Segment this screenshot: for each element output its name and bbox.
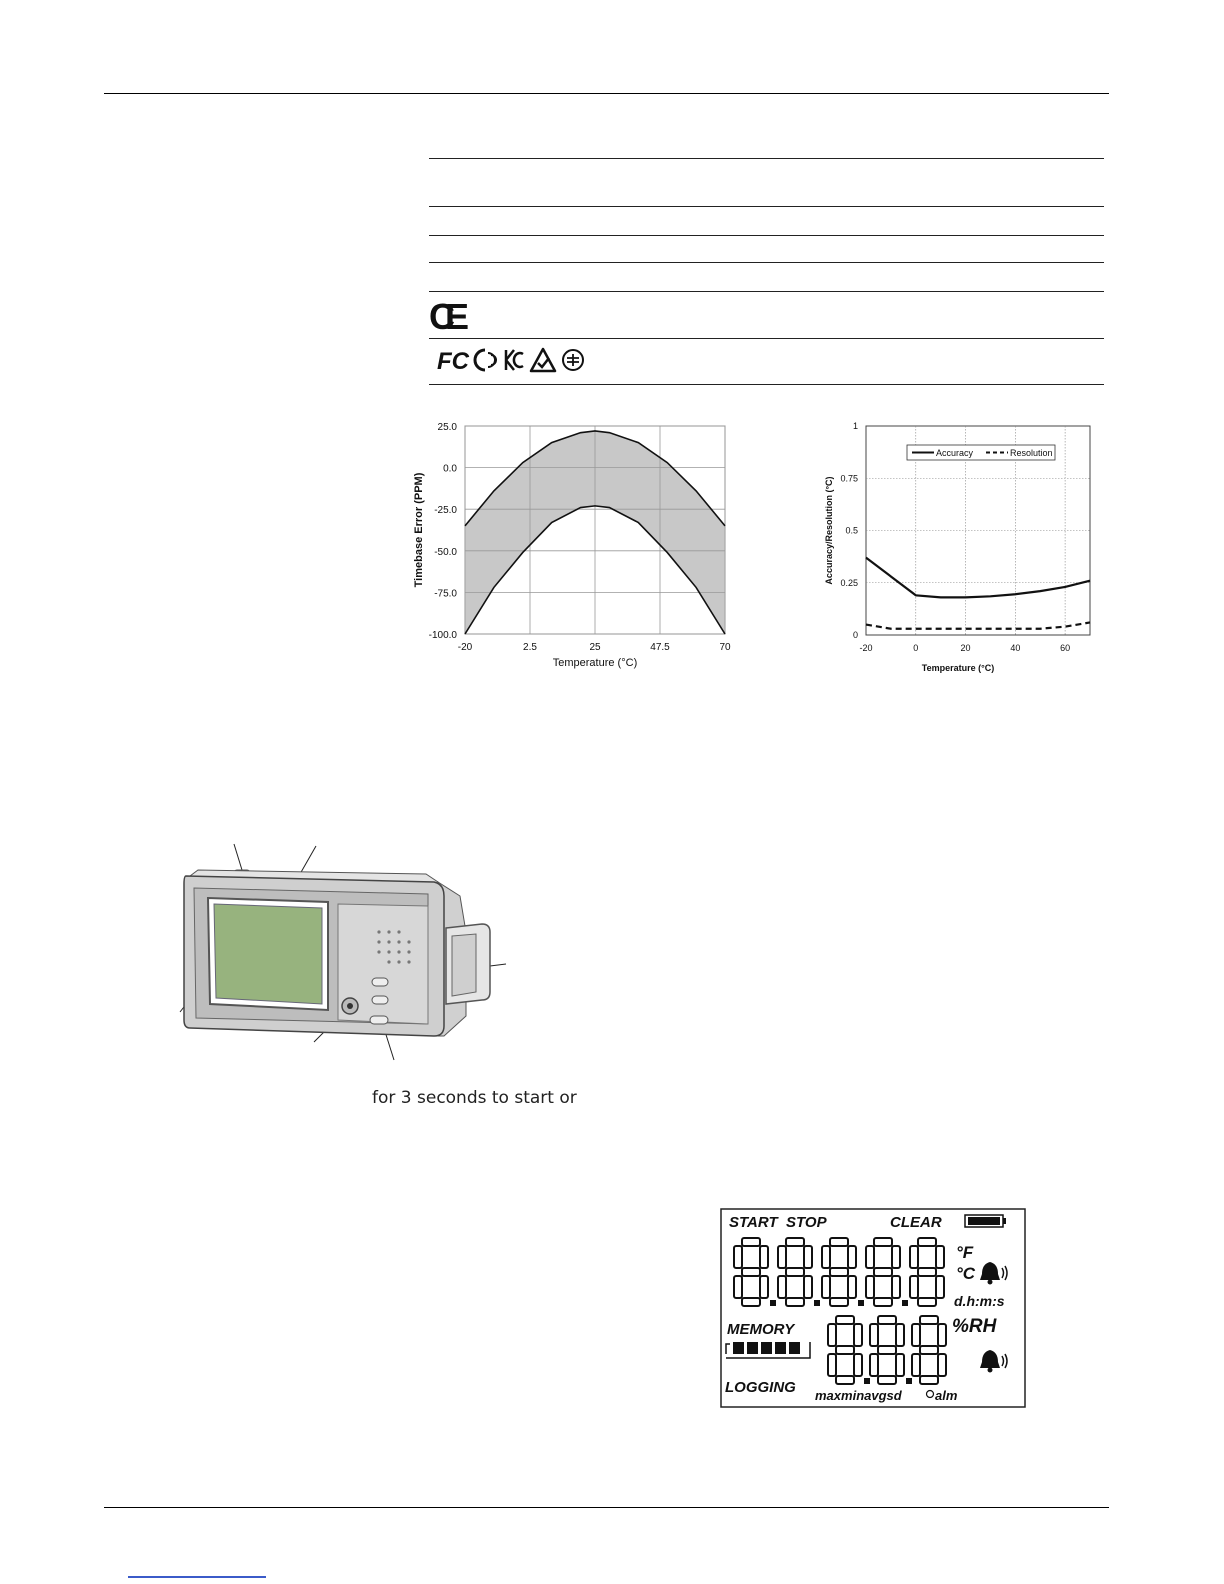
x-axis-label: Temperature (°C)	[921, 663, 995, 673]
accuracy-resolution-chart	[816, 416, 1106, 676]
y-tick-label: 0.0	[443, 463, 457, 475]
industry-canada-mark-icon	[473, 348, 497, 372]
lcd-rh-label: %RH	[952, 1316, 997, 1337]
segment	[912, 1354, 920, 1376]
segment	[830, 1238, 848, 1246]
lcd-memory-label: MEMORY	[727, 1321, 795, 1338]
y-tick-label: 0.5	[845, 525, 858, 536]
segment	[918, 1298, 936, 1306]
segment	[836, 1346, 854, 1354]
legend-label: Accuracy	[936, 448, 974, 458]
segment	[866, 1276, 874, 1298]
segment	[804, 1276, 812, 1298]
segment	[742, 1298, 760, 1306]
y-axis-label: Accuracy/Resolution (°C)	[824, 476, 834, 585]
lcd-time-units-label: d.h:m:s	[954, 1293, 1005, 1309]
segment	[734, 1246, 742, 1268]
lcd-degc-label: °C	[956, 1264, 976, 1283]
svg-text:FC: FC	[437, 348, 469, 375]
fcc-mark-icon	[437, 346, 471, 374]
x-tick-label: 0	[913, 643, 919, 653]
callout-line	[234, 844, 242, 870]
segment	[918, 1238, 936, 1246]
decimal-point	[858, 1300, 864, 1306]
japan-mark-icon	[561, 348, 585, 372]
decimal-point	[814, 1300, 820, 1306]
kc-mark-icon	[503, 348, 525, 372]
segment	[920, 1316, 938, 1324]
decimal-point	[902, 1300, 908, 1306]
segment	[878, 1316, 896, 1324]
x-tick-label: 40	[1010, 643, 1021, 653]
segment	[918, 1268, 936, 1276]
segment	[936, 1246, 944, 1268]
lcd-logging-label: LOGGING	[725, 1379, 796, 1396]
segment	[830, 1298, 848, 1306]
y-tick-label: -75.0	[434, 588, 457, 600]
y-tick-label: 1	[852, 421, 858, 431]
x-tick-label: 70	[719, 642, 731, 653]
footer-rule	[104, 1507, 1109, 1508]
x-tick-label: -20	[457, 642, 473, 653]
logger-device-illustration	[176, 840, 516, 1065]
segment	[828, 1354, 836, 1376]
segment	[892, 1276, 900, 1298]
segment	[778, 1276, 786, 1298]
led-indicator	[370, 1016, 388, 1024]
segment	[920, 1376, 938, 1384]
segment	[896, 1354, 904, 1376]
segment	[836, 1316, 854, 1324]
segment	[822, 1246, 830, 1268]
segment	[830, 1268, 848, 1276]
x-axis-label: Temperature (°C)	[552, 657, 638, 669]
y-tick-label: 0.25	[840, 577, 858, 588]
segment	[870, 1354, 878, 1376]
header-rule	[104, 93, 1109, 94]
segment	[786, 1268, 804, 1276]
segment	[938, 1324, 946, 1346]
x-tick-label: 20	[960, 643, 971, 653]
svg-text:CE: CE	[429, 296, 469, 337]
y-tick-label: 0	[852, 630, 858, 640]
legend-label: Resolution	[1010, 448, 1053, 458]
ce-mark-icon	[428, 296, 470, 337]
segment	[760, 1246, 768, 1268]
y-tick-label: -25.0	[434, 505, 457, 517]
x-tick-label: 47.5	[650, 642, 670, 653]
x-tick-label: 25	[589, 642, 601, 653]
segment	[874, 1238, 892, 1246]
callout-line	[490, 964, 506, 966]
decimal-point	[906, 1378, 912, 1384]
segment	[742, 1268, 760, 1276]
decimal-point	[770, 1300, 776, 1306]
segment	[786, 1238, 804, 1246]
y-tick-label: -50.0	[434, 546, 457, 558]
lcd-degf-label: °F	[956, 1243, 974, 1262]
instruction-text-fragment: for 3 seconds to start or	[372, 1088, 577, 1108]
segment	[866, 1246, 874, 1268]
y-tick-label: 25.0	[437, 422, 457, 433]
segment	[878, 1346, 896, 1354]
y-tick-label: -100.0	[428, 630, 457, 641]
segment	[910, 1276, 918, 1298]
segment	[878, 1376, 896, 1384]
segment	[848, 1246, 856, 1268]
segment	[836, 1376, 854, 1384]
segment	[742, 1238, 760, 1246]
segment	[786, 1298, 804, 1306]
lcd-start-label: START	[729, 1214, 778, 1231]
rcm-mark-icon	[529, 347, 557, 373]
led-indicator	[372, 978, 388, 986]
y-axis-label: Timebase Error (PPM)	[413, 472, 425, 588]
lcd-stop-label: STOP	[786, 1214, 827, 1231]
footer-link[interactable]	[128, 1576, 266, 1578]
segment	[778, 1246, 786, 1268]
lcd-stats-label: maxminavgsd	[815, 1388, 902, 1403]
segment	[734, 1276, 742, 1298]
segment	[870, 1324, 878, 1346]
lcd-alm-label: alm	[935, 1388, 958, 1403]
led-indicator	[372, 996, 388, 1004]
timebase-error-chart	[408, 416, 738, 676]
segment	[760, 1276, 768, 1298]
segment	[896, 1324, 904, 1346]
segment	[912, 1324, 920, 1346]
x-tick-label: 2.5	[523, 642, 537, 653]
segment	[848, 1276, 856, 1298]
segment	[854, 1324, 862, 1346]
certification-marks	[437, 346, 587, 374]
segment	[936, 1276, 944, 1298]
segment	[874, 1298, 892, 1306]
segment	[910, 1246, 918, 1268]
segment	[828, 1324, 836, 1346]
segment	[804, 1246, 812, 1268]
y-tick-label: 0.75	[840, 473, 858, 484]
segment	[920, 1346, 938, 1354]
lcd-segments-diagram	[720, 1208, 1026, 1408]
segment	[938, 1354, 946, 1376]
segment	[854, 1354, 862, 1376]
callout-line	[300, 846, 316, 874]
x-tick-label: 60	[1060, 643, 1071, 653]
segment	[874, 1268, 892, 1276]
decimal-point	[864, 1378, 870, 1384]
x-tick-label: -20	[859, 643, 873, 653]
segment	[892, 1246, 900, 1268]
lcd-clear-label: CLEAR	[890, 1214, 942, 1231]
segment	[822, 1276, 830, 1298]
